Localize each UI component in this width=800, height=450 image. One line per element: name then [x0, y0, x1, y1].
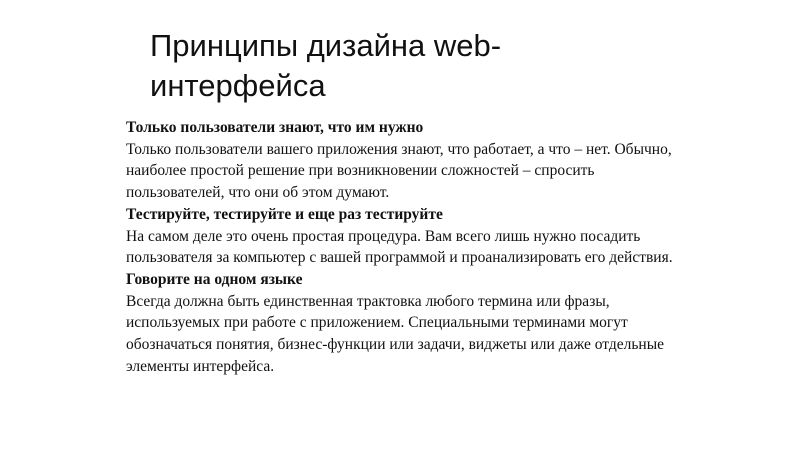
section-heading: Говорите на одном языке [126, 270, 303, 288]
section-body: Только пользователи вашего приложения знают, что работает, а что – нет. Обычно, наиболее простой решение при возникновении сложностей – спросить пользователей, что они об этом думают. [126, 140, 672, 202]
section-heading: Только пользователи знают, что им нужно [126, 119, 424, 136]
slide-content [126, 117, 686, 377]
section-body: Всегда должна быть единственная трактовка любого термина или фразы, используемых при работе с приложением. Специальными терминами могут обозначаться понятия, бизнес-функции или задачи, виджеты или даже отдельные элементы интерфейса. [126, 292, 665, 375]
section-users-know [126, 117, 686, 204]
slide-title: Принципы дизайна web-интерфейса [150, 28, 502, 103]
section-testing [126, 204, 686, 269]
section-body: На самом деле это очень простая процедура. Вам всего лишь нужно посадить пользователя за компьютер с вашей программой и проанализировать его действия. [126, 227, 673, 267]
section-one-language [126, 269, 686, 378]
section-heading: Тестируйте, тестируйте и еще раз тестируйте [126, 205, 443, 223]
